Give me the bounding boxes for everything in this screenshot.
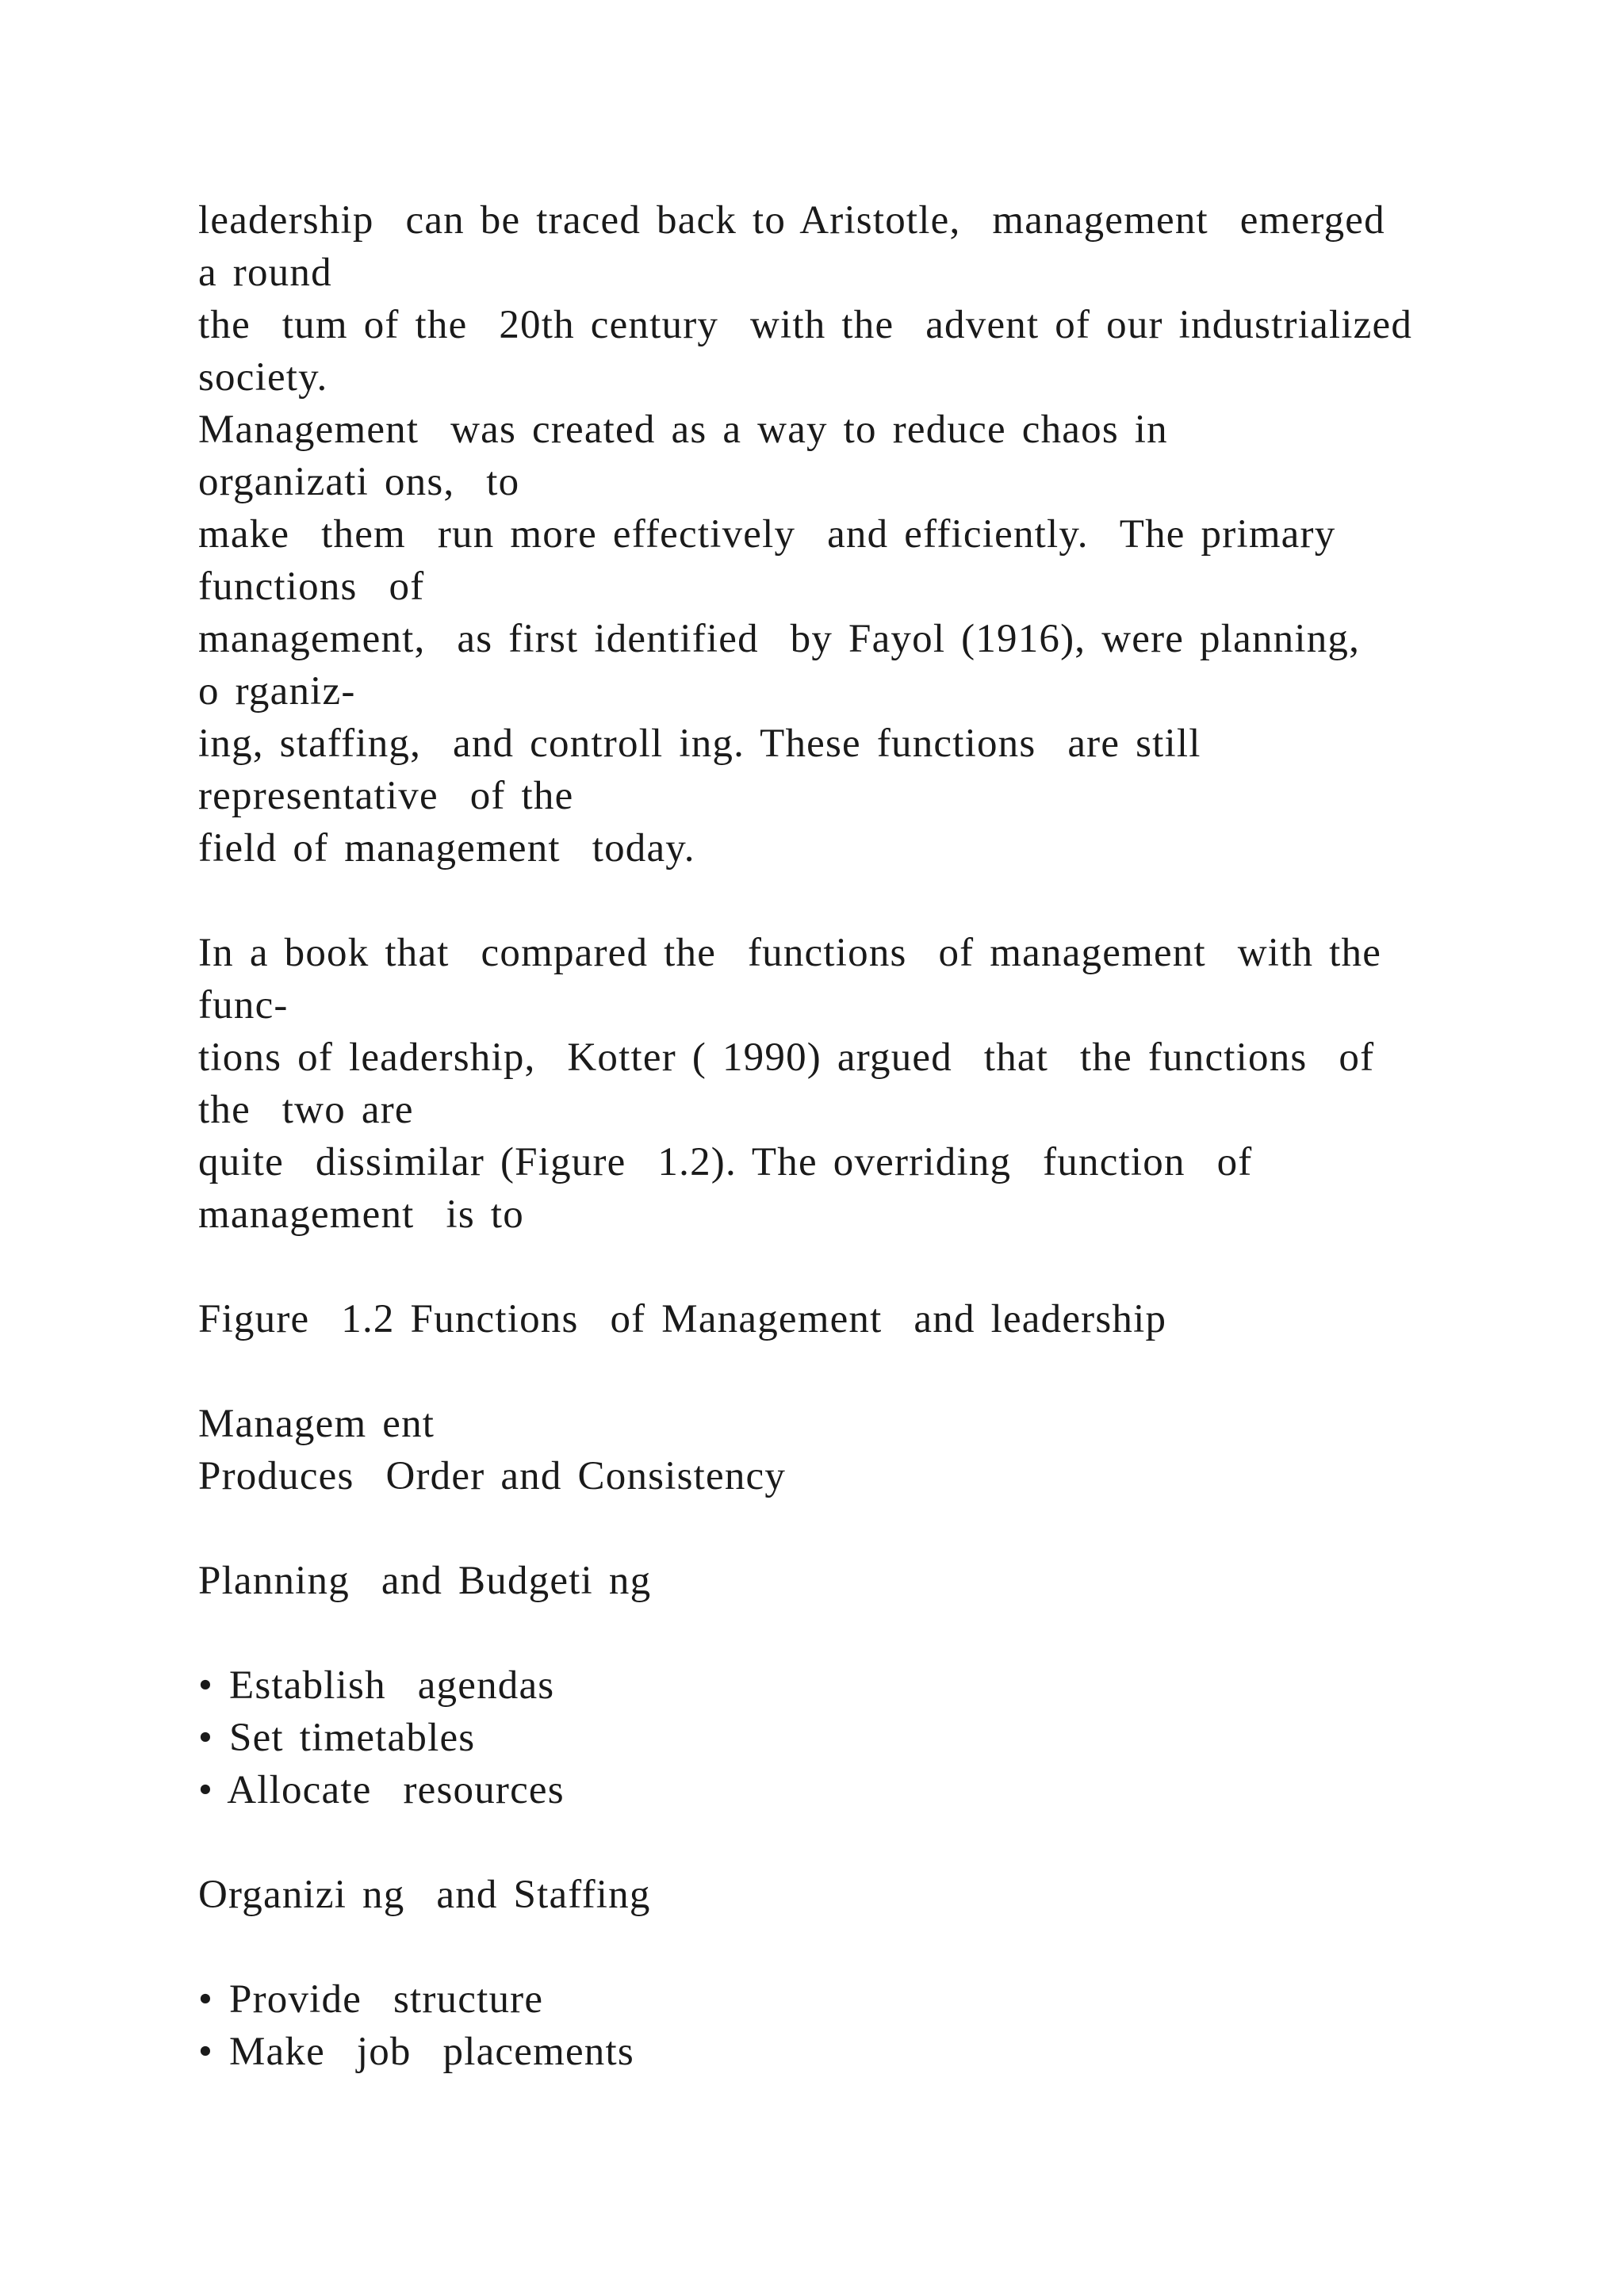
text-line: o rganiz- (198, 669, 356, 714)
section-heading-planning: Planning and Budgeti ng (198, 1559, 652, 1603)
paragraph-spacer (198, 1502, 1467, 1555)
text-line: a round (198, 251, 332, 295)
bullet-list-planning (198, 1659, 1467, 1816)
text-line: management, as first identified by Fayol (1916), were planning, (198, 617, 1361, 661)
text-line: In a book that compared the functions of management with the (198, 931, 1382, 975)
list-item: • Provide structure (198, 1977, 544, 2022)
text-line: quite dissimilar (Figure 1.2). The overriding function of (198, 1140, 1253, 1184)
list-item: • Establish agendas (198, 1663, 555, 1708)
paragraph-spacer (198, 1345, 1467, 1398)
section-heading-organizing: Organizi ng and Staffing (198, 1873, 651, 1917)
paragraph-spacer (198, 1607, 1467, 1659)
text-line: leadership can be traced back to Aristotle, management emerged (198, 198, 1385, 243)
text-line: Management was created as a way to reduce chaos in (198, 408, 1168, 452)
text-line: ing, staffing, and controll ing. These functions are still (198, 721, 1201, 766)
list-item: • Make job placements (198, 2030, 634, 2074)
text-line: management is to (198, 1192, 524, 1237)
management-heading: Managem ent (198, 1402, 435, 1446)
text-line: representative of the (198, 774, 574, 818)
figure-caption: Figure 1.2 Functions of Management and leadership (198, 1297, 1167, 1341)
paragraph-spacer (198, 1921, 1467, 1973)
text-line: field of management today. (198, 826, 695, 871)
text-line: the tum of the 20th century with the advent of our industrialized (198, 303, 1413, 347)
text-line: func- (198, 983, 289, 1027)
paragraph-1 (198, 194, 1467, 874)
text-line: society. (198, 355, 328, 400)
paragraph-spacer (198, 1241, 1467, 1293)
management-subheading: Produces Order and Consistency (198, 1454, 787, 1498)
paragraph-spacer (198, 1816, 1467, 1869)
text-line: functions of (198, 564, 425, 609)
list-item: • Set timetables (198, 1716, 476, 1760)
text-line: tions of leadership, Kotter ( 1990) argued that the functions of (198, 1035, 1375, 1080)
document-body (198, 194, 1467, 2078)
paragraph-spacer (198, 874, 1467, 927)
text-line: the two are (198, 1088, 414, 1132)
list-item: • Allocate resources (198, 1768, 565, 1812)
text-line: make them run more effectively and efficiently. The primary (198, 512, 1336, 557)
paragraph-2 (198, 927, 1467, 1241)
bullet-list-organizing (198, 1973, 1467, 2078)
text-line: organizati ons, to (198, 460, 520, 504)
